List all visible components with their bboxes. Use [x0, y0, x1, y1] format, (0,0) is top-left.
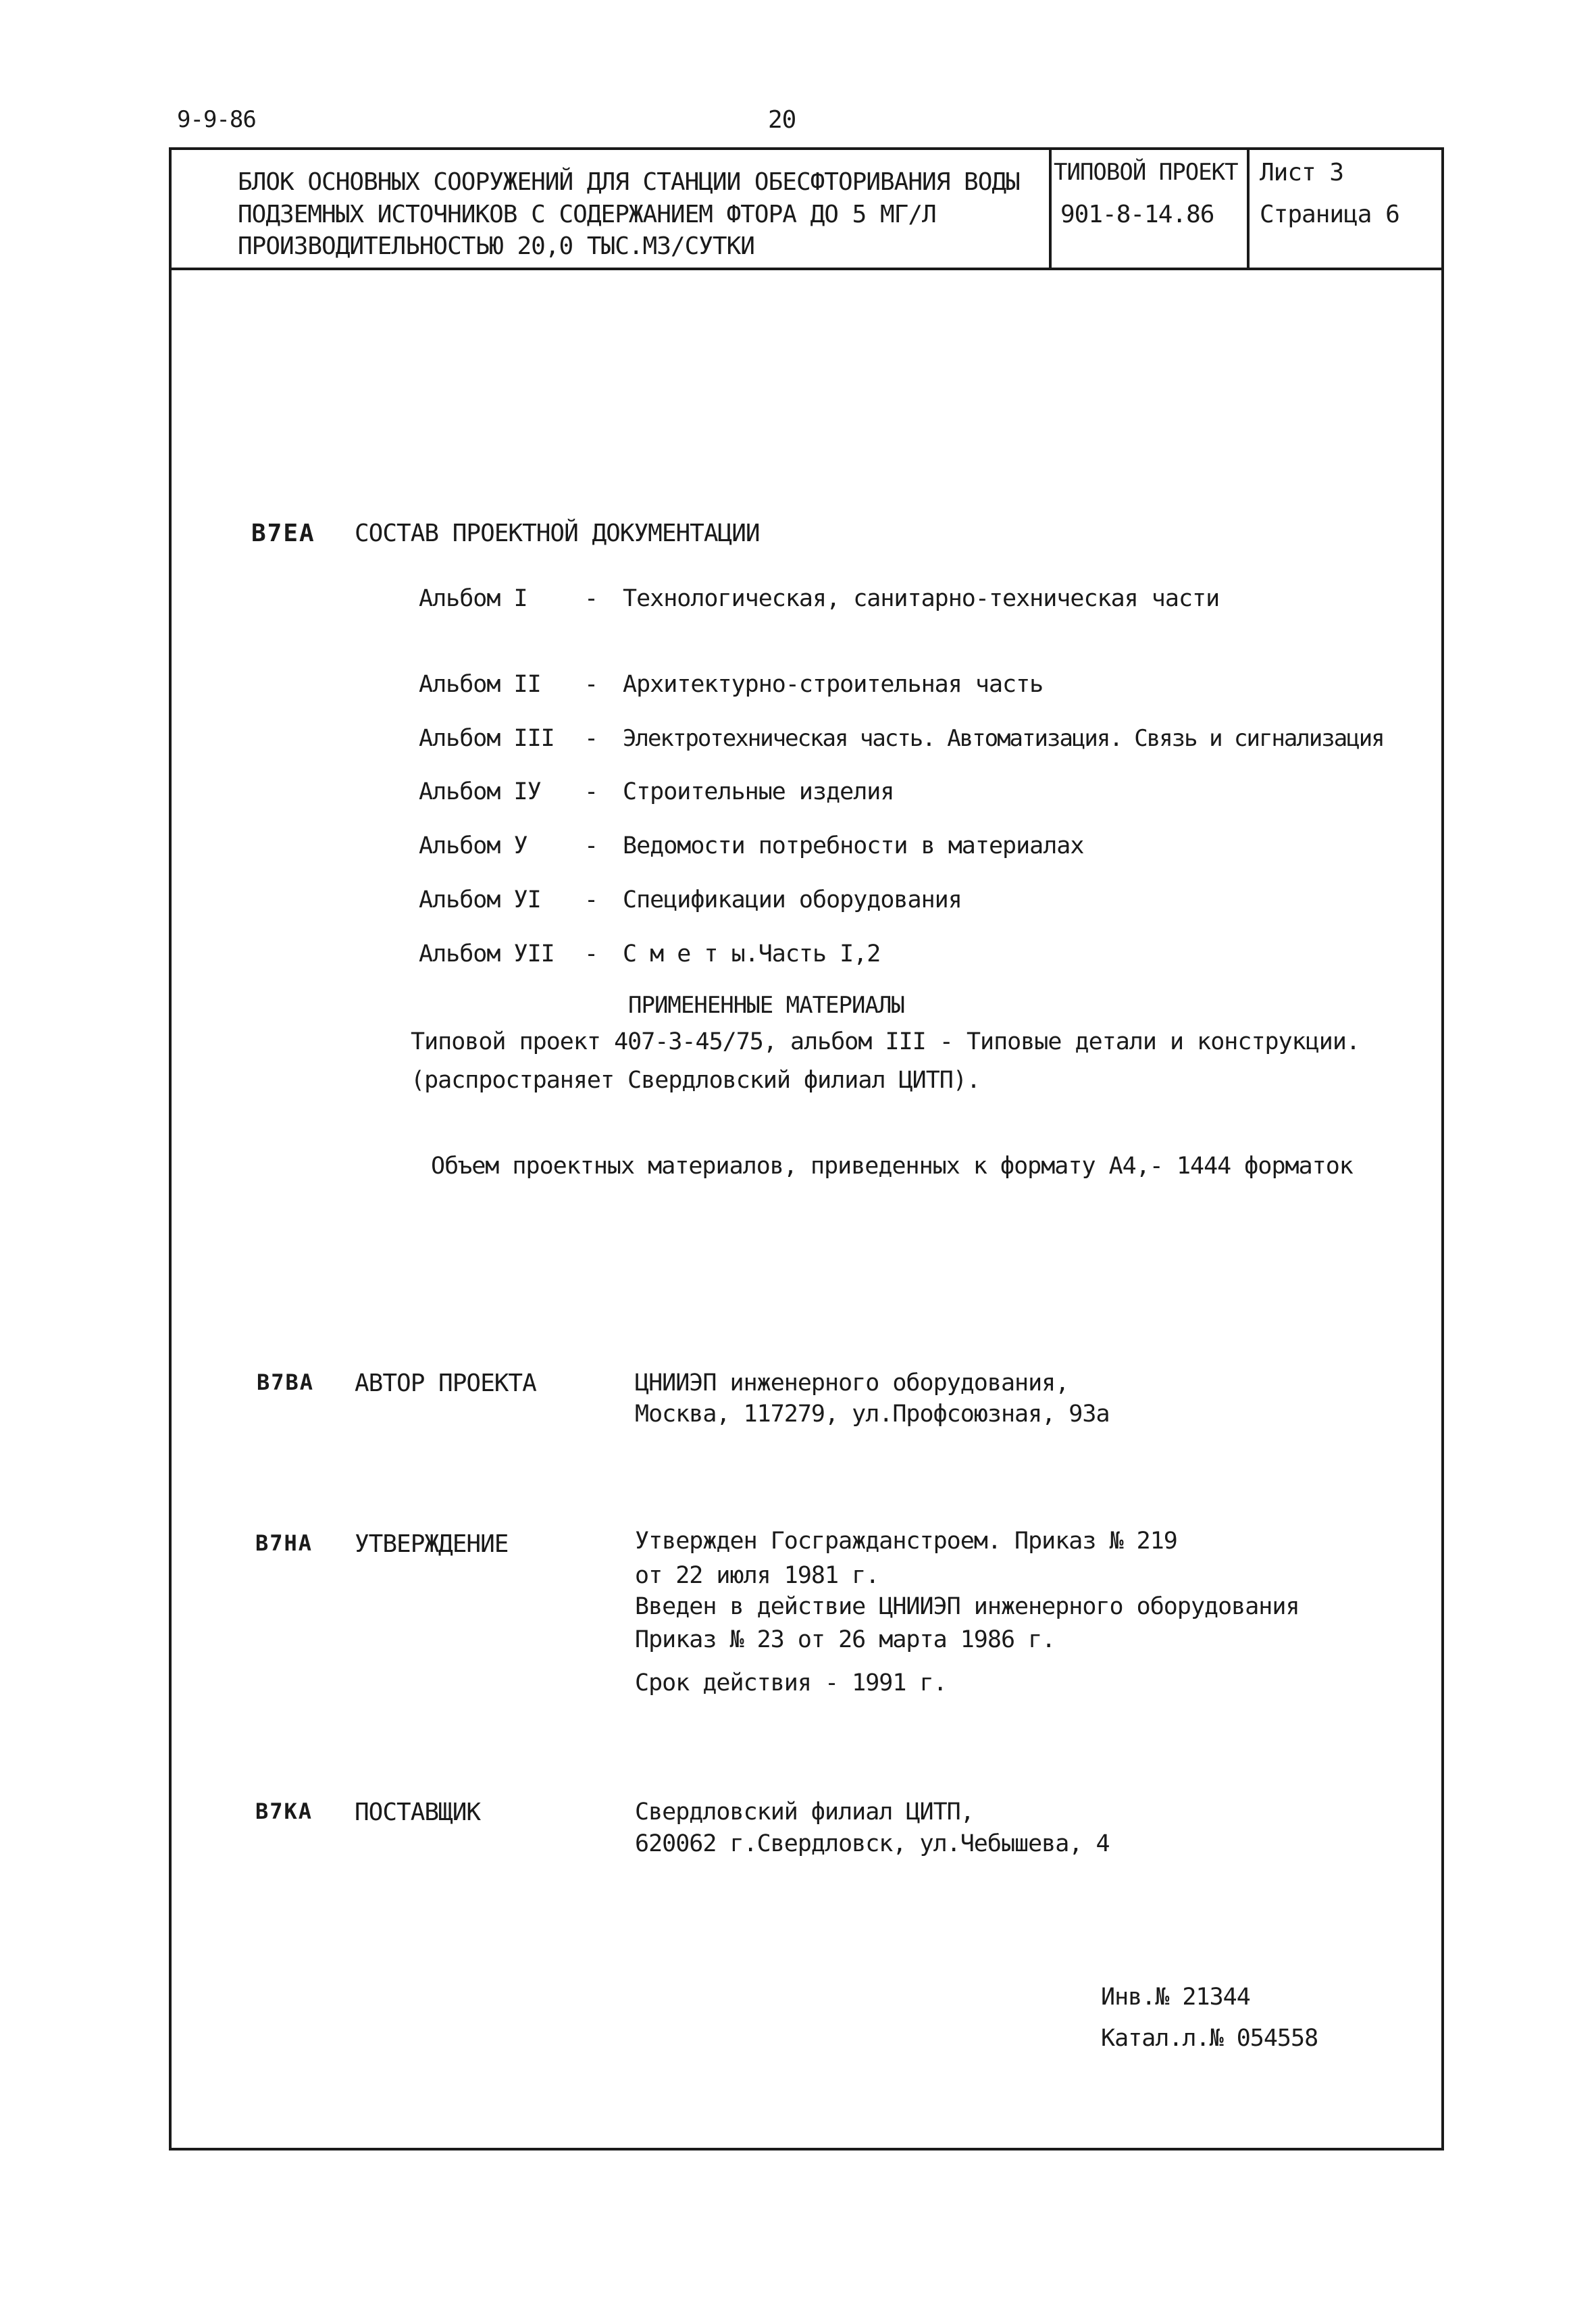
date-mark: 9-9-86: [177, 106, 256, 133]
approval-line: Введен в действие ЦНИИЭП инженерного оборудования: [635, 1593, 1299, 1620]
composition-heading: СОСТАВ ПРОЕКТНОЙ ДОКУМЕНТАЦИИ: [355, 520, 760, 547]
header-divider-left: [1049, 147, 1052, 269]
album-label: Альбом III: [419, 725, 555, 752]
approval-validity: Срок действия - 1991 г.: [635, 1669, 947, 1696]
volume-statement: Объем проектных материалов, приведенных к формату А4,- 1444 форматок: [431, 1153, 1353, 1180]
supplier-label: ПОСТАВЩИК: [355, 1799, 481, 1826]
album-label: Альбом УII: [419, 940, 555, 967]
album-text: Технологическая, санитарно-техническая части: [623, 585, 1220, 612]
sheet-number: Лист 3: [1260, 159, 1344, 186]
album-label: Альбом IУ: [419, 778, 541, 805]
album-dash: -: [584, 886, 598, 913]
album-dash: -: [584, 832, 598, 859]
album-text: Электротехническая часть. Автоматизация. Связь и сигнализация: [623, 725, 1384, 752]
album-dash: -: [584, 671, 598, 698]
album-label: Альбом УI: [419, 886, 541, 913]
album-label: Альбом I: [419, 585, 527, 612]
supplier-line: 620062 г.Свердловск, ул.Чебышева, 4: [635, 1830, 1110, 1857]
section-code-approval: B7HA: [255, 1530, 313, 1556]
album-text: Ведомости потребности в материалах: [623, 832, 1084, 859]
album-dash: -: [584, 725, 598, 752]
album-dash: -: [584, 940, 598, 967]
album-label: Альбом II: [419, 671, 541, 698]
page-number: 20: [768, 106, 796, 134]
catalog-number: Катал.л.№ 054558: [1101, 2025, 1318, 2052]
header-title-line: ПРОИЗВОДИТЕЛЬНОСТЬЮ 20,0 ТЫС.М3/СУТКИ: [238, 232, 754, 260]
applied-materials-line: Типовой проект 407-3-45/75, альбом III - Типовые детали и конструкции.: [411, 1028, 1360, 1055]
album-dash: -: [584, 585, 598, 612]
section-code-composition: B7EA: [251, 520, 315, 547]
inventory-number: Инв.№ 21344: [1101, 1984, 1250, 2011]
approval-line: Приказ № 23 от 26 марта 1986 г.: [635, 1626, 1056, 1653]
header-divider-right: [1247, 147, 1250, 269]
album-dash: -: [584, 778, 598, 805]
section-code-supplier: B7KA: [255, 1799, 313, 1824]
approval-line: от 22 июля 1981 г.: [635, 1562, 879, 1589]
applied-materials-heading: ПРИМЕНЕННЫЕ МАТЕРИАЛЫ: [628, 992, 904, 1019]
project-number: 901-8-14.86: [1060, 201, 1214, 228]
applied-materials-line: (распространяет Свердловский филиал ЦИТП).: [411, 1067, 981, 1094]
project-label: ТИПОВОЙ ПРОЕКТ: [1054, 159, 1238, 186]
approval-line: Утвержден Госгражданстроем. Приказ № 219: [635, 1528, 1177, 1555]
header-title-line: ПОДЗЕМНЫХ ИСТОЧНИКОВ С СОДЕРЖАНИЕМ ФТОРА ДО 5 МГ/Л: [238, 201, 936, 228]
author-line: ЦНИИЭП инженерного оборудования,: [635, 1369, 1069, 1397]
album-text: Строительные изделия: [623, 778, 894, 805]
section-code-author: B7BA: [257, 1369, 315, 1395]
album-text: Архитектурно-строительная часть: [623, 671, 1044, 698]
header-divider: [169, 268, 1444, 270]
author-label: АВТОР ПРОЕКТА: [355, 1369, 536, 1397]
supplier-line: Свердловский филиал ЦИТП,: [635, 1799, 974, 1826]
header-title-line: БЛОК ОСНОВНЫХ СООРУЖЕНИЙ ДЛЯ СТАНЦИИ ОБЕСФТОРИВАНИЯ ВОДЫ: [238, 168, 1020, 196]
author-line: Москва, 117279, ул.Профсоюзная, 93а: [635, 1401, 1110, 1428]
album-text: Спецификации оборудования: [623, 886, 962, 913]
approval-label: УТВЕРЖДЕНИЕ: [355, 1530, 509, 1558]
page-label: Страница 6: [1260, 201, 1399, 228]
album-label: Альбом У: [419, 832, 527, 859]
album-text: С м е т ы.Часть I,2: [623, 940, 881, 967]
